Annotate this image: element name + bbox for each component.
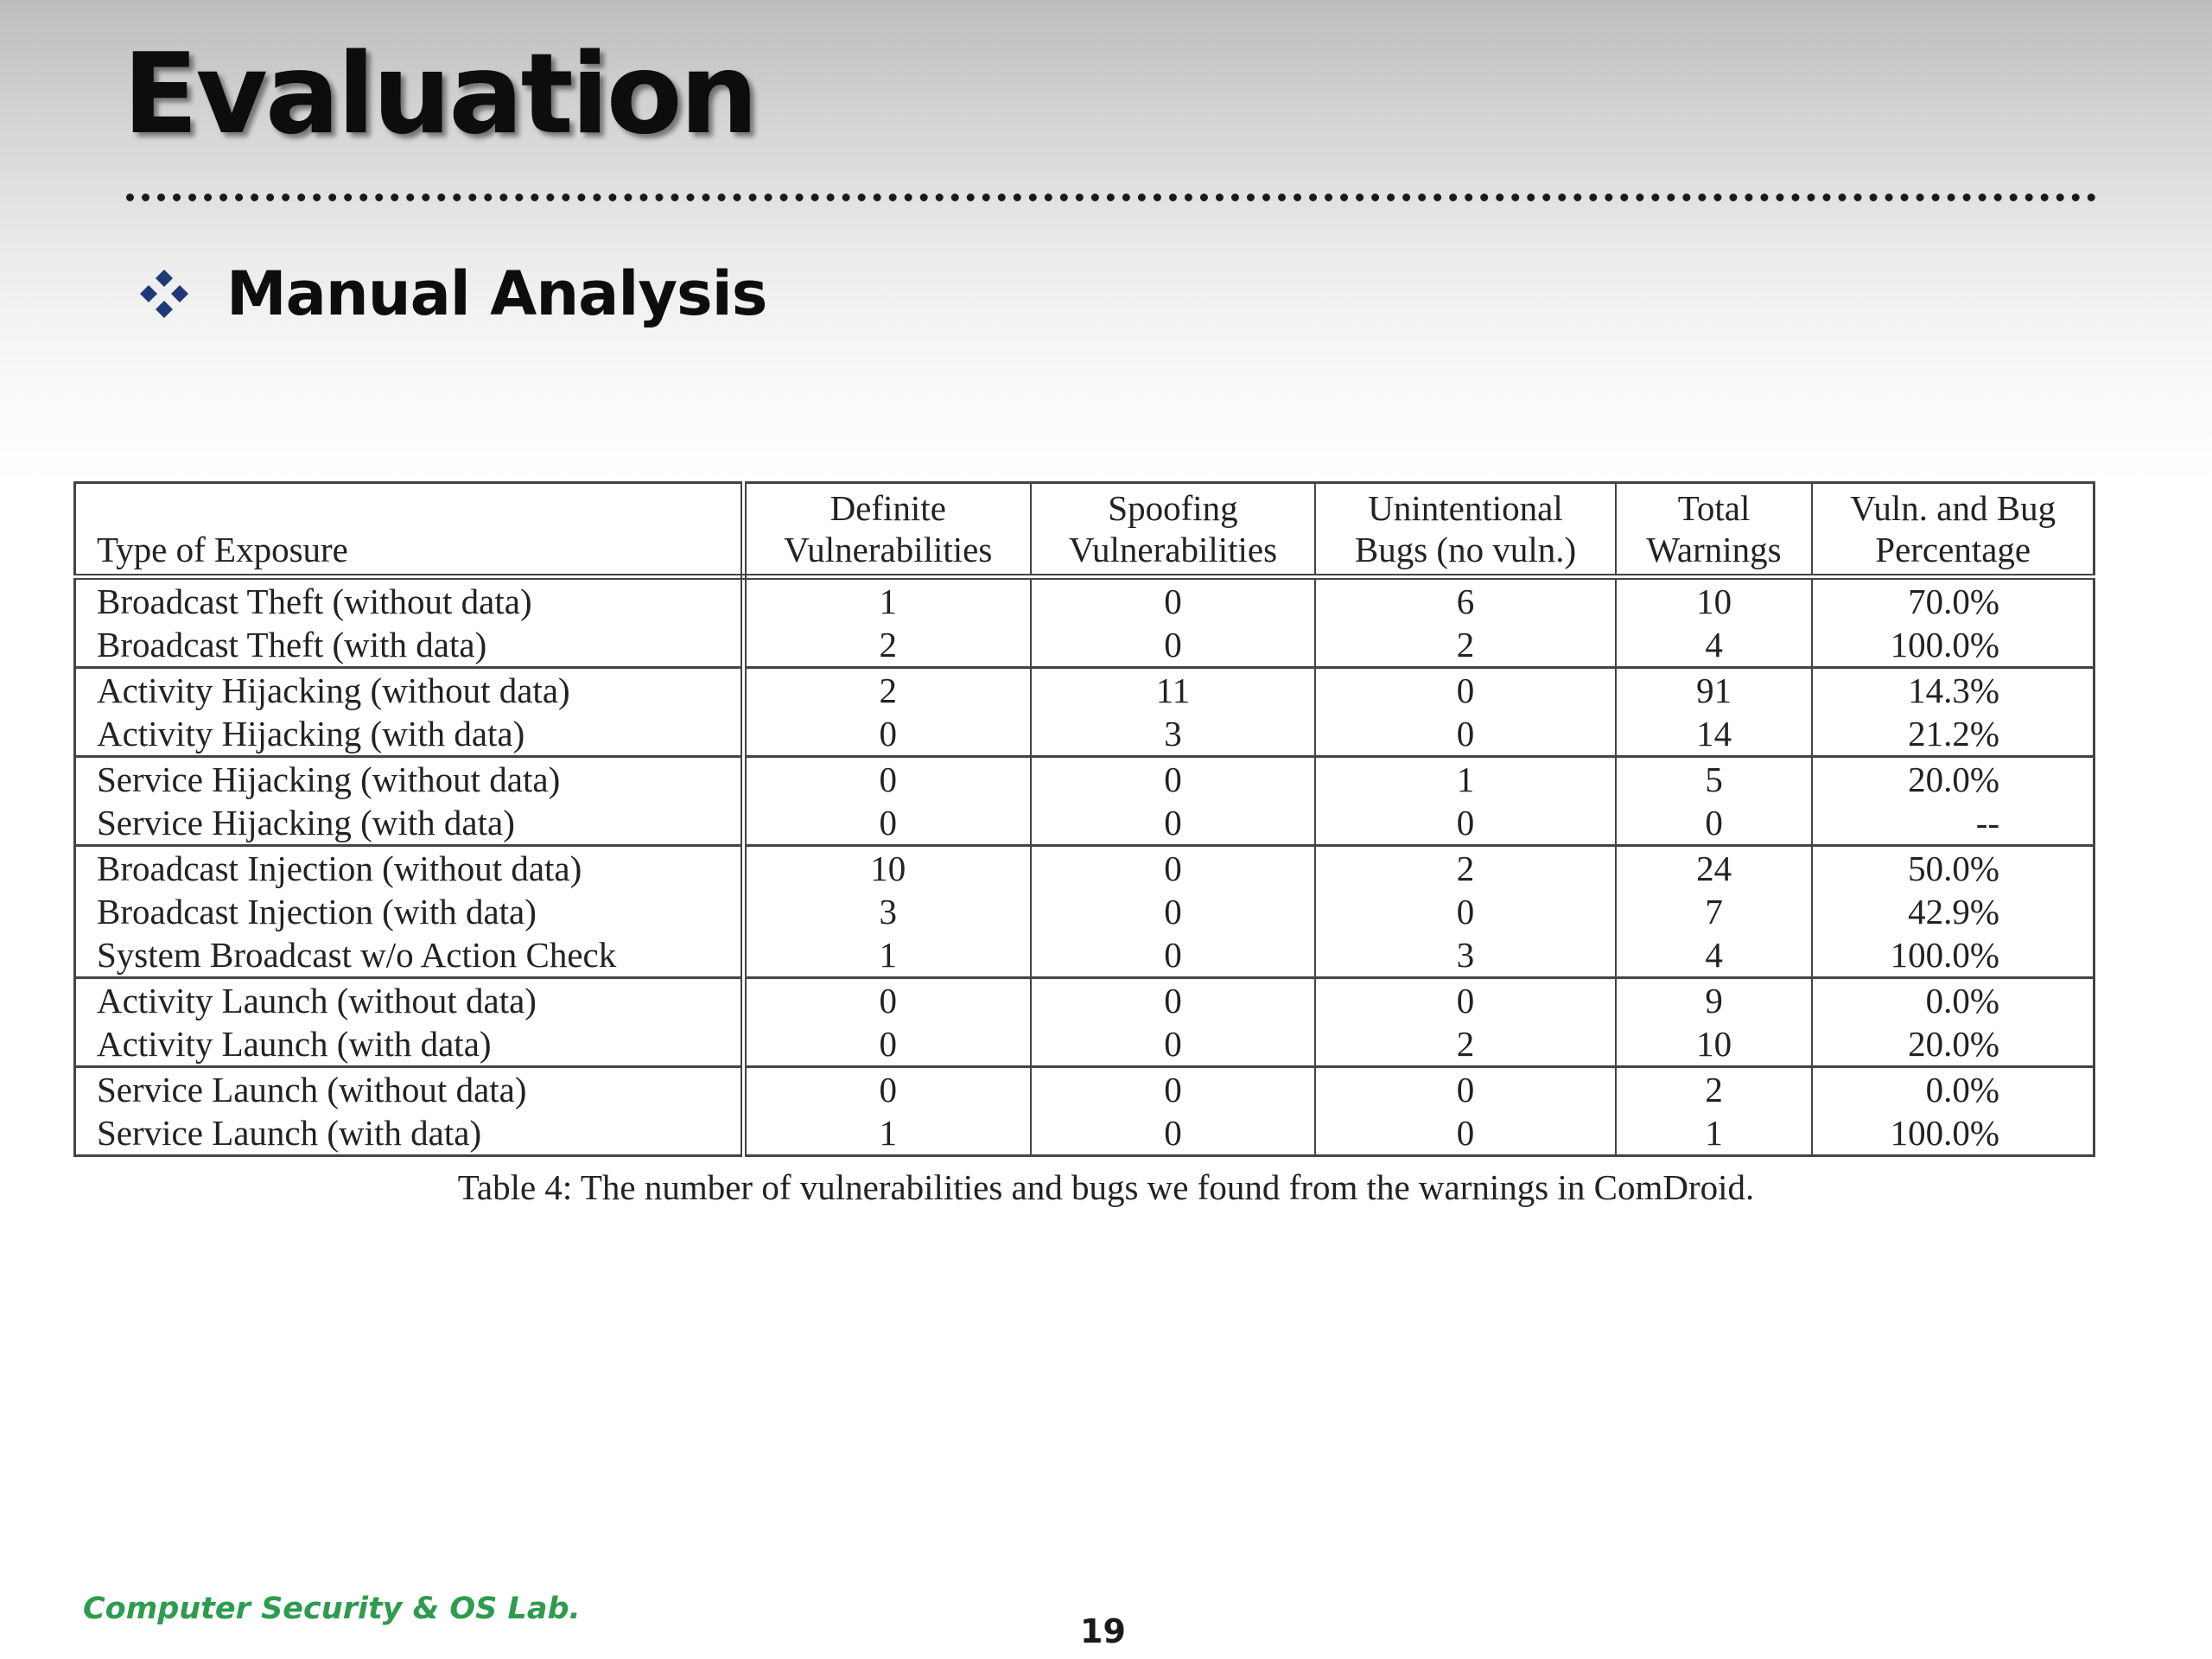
percentage-cell: 100.0% [1812, 1111, 2094, 1156]
percentage-cell: 70.0% [1812, 577, 2094, 624]
table-row [75, 577, 2094, 624]
definite-vulnerabilities-cell: 0 [743, 1067, 1030, 1112]
unintentional-bugs-cell: 0 [1315, 1111, 1616, 1156]
spoofing-vulnerabilities-cell: 0 [1031, 801, 1316, 846]
total-warnings-cell: 7 [1616, 890, 1813, 933]
definite-vulnerabilities-cell: 2 [743, 623, 1030, 668]
percentage-cell: 21.2% [1812, 712, 2094, 757]
spoofing-vulnerabilities-cell: 0 [1031, 577, 1316, 624]
header-line-2: Bugs (no vuln.) [1354, 530, 1577, 569]
type-of-exposure-cell: Service Hijacking (without data) [75, 757, 744, 802]
percentage-cell: 14.3% [1812, 668, 2094, 713]
table-row [75, 933, 2094, 978]
type-of-exposure-cell: Broadcast Injection (with data) [75, 890, 744, 933]
definite-vulnerabilities-cell: 1 [743, 933, 1030, 978]
unintentional-bugs-cell: 1 [1315, 757, 1616, 802]
four-diamond-bullet-icon [137, 266, 192, 321]
total-warnings-cell: 10 [1616, 577, 1813, 624]
percentage-cell: 20.0% [1812, 757, 2094, 802]
type-of-exposure-cell: Activity Launch (without data) [75, 978, 744, 1023]
exposure-table [73, 481, 2095, 1157]
definite-vulnerabilities-cell: 2 [743, 668, 1030, 713]
spoofing-vulnerabilities-cell: 0 [1031, 978, 1316, 1023]
total-warnings-cell: 10 [1616, 1022, 1813, 1067]
percentage-cell: 100.0% [1812, 623, 2094, 668]
unintentional-bugs-cell: 0 [1315, 712, 1616, 757]
table-row [75, 846, 2094, 891]
header-line-2: Type of Exposure [97, 530, 348, 569]
table-header-row [75, 483, 2094, 577]
table-row [75, 1111, 2094, 1156]
unintentional-bugs-cell: 3 [1315, 933, 1616, 978]
header-line-2: Percentage [1875, 530, 2031, 569]
type-of-exposure-cell: Service Launch (with data) [75, 1111, 744, 1156]
bullet-text: Manual Analysis [226, 258, 767, 329]
table-row [75, 623, 2094, 668]
page-number: 19 [1080, 1612, 1126, 1650]
header-line-1: Vuln. and Bug [1850, 488, 2056, 528]
table-container [73, 481, 2095, 1157]
percentage-cell: 100.0% [1812, 933, 2094, 978]
footer-lab-name: Computer Security & OS Lab. [83, 1592, 581, 1626]
header-vuln-bug-percentage [1812, 483, 2094, 577]
percentage-cell: 20.0% [1812, 1022, 2094, 1067]
spoofing-vulnerabilities-cell: 0 [1031, 1111, 1316, 1156]
table-row [75, 668, 2094, 713]
spoofing-vulnerabilities-cell: 3 [1031, 712, 1316, 757]
spoofing-vulnerabilities-cell: 0 [1031, 1022, 1316, 1067]
definite-vulnerabilities-cell: 0 [743, 978, 1030, 1023]
spoofing-vulnerabilities-cell: 0 [1031, 623, 1316, 668]
definite-vulnerabilities-cell: 1 [743, 577, 1030, 624]
header-line-1: Spoofing [1108, 488, 1238, 528]
definite-vulnerabilities-cell: 10 [743, 846, 1030, 891]
table-row [75, 890, 2094, 933]
slide-title: Evaluation [123, 30, 756, 159]
unintentional-bugs-cell: 6 [1315, 577, 1616, 624]
total-warnings-cell: 91 [1616, 668, 1813, 713]
type-of-exposure-cell: Activity Hijacking (with data) [75, 712, 744, 757]
header-line-2: Vulnerabilities [1068, 530, 1278, 569]
total-warnings-cell: 5 [1616, 757, 1813, 802]
spoofing-vulnerabilities-cell: 0 [1031, 933, 1316, 978]
type-of-exposure-cell: Service Launch (without data) [75, 1067, 744, 1112]
table-row [75, 712, 2094, 757]
type-of-exposure-cell: Broadcast Injection (without data) [75, 846, 744, 891]
unintentional-bugs-cell: 0 [1315, 668, 1616, 713]
unintentional-bugs-cell: 0 [1315, 801, 1616, 846]
total-warnings-cell: 0 [1616, 801, 1813, 846]
header-line-1: Total [1677, 488, 1751, 528]
unintentional-bugs-cell: 0 [1315, 978, 1616, 1023]
percentage-cell: 0.0% [1812, 978, 2094, 1023]
table-row [75, 757, 2094, 802]
header-spoofing-vulnerabilities [1031, 483, 1316, 577]
header-line-2: Warnings [1646, 530, 1782, 569]
type-of-exposure-cell: System Broadcast w/o Action Check [75, 933, 744, 978]
definite-vulnerabilities-cell: 0 [743, 1022, 1030, 1067]
table-caption: Table 4: The number of vulnerabilities and bugs we found from the warnings in ComDroid. [457, 1167, 1755, 1207]
title-divider [126, 194, 2096, 201]
percentage-cell: -- [1812, 801, 2094, 846]
table-row [75, 1067, 2094, 1112]
unintentional-bugs-cell: 0 [1315, 1067, 1616, 1112]
definite-vulnerabilities-cell: 0 [743, 757, 1030, 802]
type-of-exposure-cell: Broadcast Theft (without data) [75, 577, 744, 624]
table-row [75, 1022, 2094, 1067]
bullet-item [137, 251, 766, 337]
table-row [75, 801, 2094, 846]
unintentional-bugs-cell: 2 [1315, 1022, 1616, 1067]
definite-vulnerabilities-cell: 3 [743, 890, 1030, 933]
header-line-1: Unintentional [1368, 488, 1563, 528]
header-unintentional-bugs [1315, 483, 1616, 577]
spoofing-vulnerabilities-cell: 0 [1031, 757, 1316, 802]
definite-vulnerabilities-cell: 0 [743, 712, 1030, 757]
header-type-of-exposure [75, 483, 744, 577]
total-warnings-cell: 2 [1616, 1067, 1813, 1112]
header-line-2: Vulnerabilities [784, 530, 993, 569]
table-row [75, 978, 2094, 1023]
definite-vulnerabilities-cell: 0 [743, 801, 1030, 846]
type-of-exposure-cell: Broadcast Theft (with data) [75, 623, 744, 668]
spoofing-vulnerabilities-cell: 0 [1031, 890, 1316, 933]
total-warnings-cell: 1 [1616, 1111, 1813, 1156]
percentage-cell: 0.0% [1812, 1067, 2094, 1112]
unintentional-bugs-cell: 0 [1315, 890, 1616, 933]
spoofing-vulnerabilities-cell: 0 [1031, 1067, 1316, 1112]
header-total-warnings [1616, 483, 1813, 577]
spoofing-vulnerabilities-cell: 11 [1031, 668, 1316, 713]
total-warnings-cell: 4 [1616, 623, 1813, 668]
percentage-cell: 42.9% [1812, 890, 2094, 933]
type-of-exposure-cell: Service Hijacking (with data) [75, 801, 744, 846]
header-line-1: Definite [830, 488, 946, 528]
total-warnings-cell: 14 [1616, 712, 1813, 757]
header-definite-vulnerabilities [743, 483, 1030, 577]
table-body [75, 577, 2094, 1156]
type-of-exposure-cell: Activity Hijacking (without data) [75, 668, 744, 713]
total-warnings-cell: 9 [1616, 978, 1813, 1023]
spoofing-vulnerabilities-cell: 0 [1031, 846, 1316, 891]
total-warnings-cell: 24 [1616, 846, 1813, 891]
type-of-exposure-cell: Activity Launch (with data) [75, 1022, 744, 1067]
percentage-cell: 50.0% [1812, 846, 2094, 891]
total-warnings-cell: 4 [1616, 933, 1813, 978]
definite-vulnerabilities-cell: 1 [743, 1111, 1030, 1156]
unintentional-bugs-cell: 2 [1315, 623, 1616, 668]
unintentional-bugs-cell: 2 [1315, 846, 1616, 891]
